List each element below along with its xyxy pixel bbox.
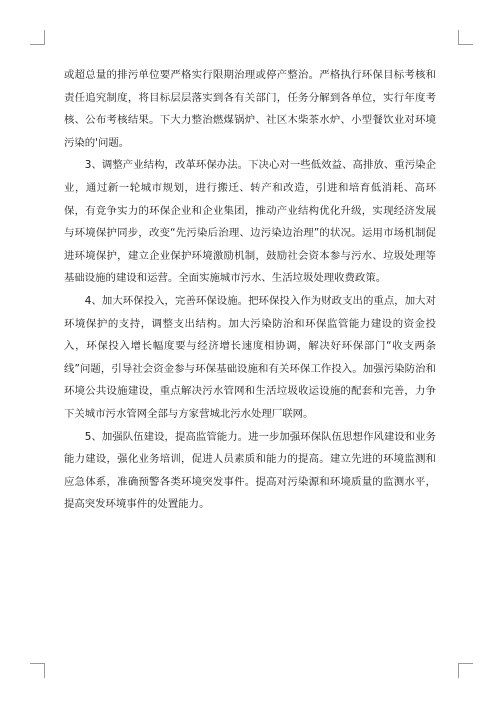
crop-mark-top-left (30, 30, 45, 45)
paragraph-environmental-investment: 4、加大环保投入，完善环保设施。把环保投入作为财政支出的重点，加大对环境保护的支持，调整支出结构。加大污染防治和环保监管能力建设的资金投入，环保投入增长幅度要与经济增长速度相协调，解决好环保部门“收支两条线”问题，引导社会资金参与环保基础设施和有关环保工作投入。加强污染防治和环境公共设施建设，重点解决污水管网和生活垃圾收运设施的配套和完善，力争下关城市污水管网全部与方家营城北污水处理厂联网。 (64, 294, 436, 420)
paragraph-continuation: 或超总量的排污单位要严格实行限期治理或停产整治。严格执行环保目标考核和责任追究制度，将目标层层落实到各有关部门，任务分解到各单位，实行年度考核、公布考核结果。下大力整治燃煤锅炉、社区木柴茶水炉、小型餐饮业对环境污染的'问题。 (64, 69, 436, 149)
paragraph-team-building: 5、加强队伍建设，提高监管能力。进一步加强环保队伍思想作风建设和业务能力建设，强化业务培训，促进人员素质和能力的提高。建立先进的环境监测和应急体系，准确预警各类环境突发事件。提高对污染源和环境质量的监测水平，提高突发环境事件的处置能力。 (64, 430, 436, 511)
crop-mark-bottom-right (458, 663, 473, 678)
crop-mark-top-right (458, 30, 473, 45)
paragraph-industrial-structure: 3、调整产业结构，改革环保办法。下决心对一些低效益、高排放、重污染企业，通过新一轮城市规划，进行搬迁、转产和改造，引进和培育低消耗、高环保，有竞争实力的环保企业和企业集团，推动产业结构优化升级，实现经济发展与环境保护同步，改变“先污染后治理、边污染边治理”的状况。运用市场机制促进环境保护，建立企业保护环境激励机制，鼓励社会资本参与污水、垃圾处理等基础设施的建设和运营。全面实施城市污水、生活垃圾处理收费政策。 (64, 159, 436, 285)
crop-mark-bottom-left (30, 663, 45, 678)
document-body (64, 64, 436, 516)
